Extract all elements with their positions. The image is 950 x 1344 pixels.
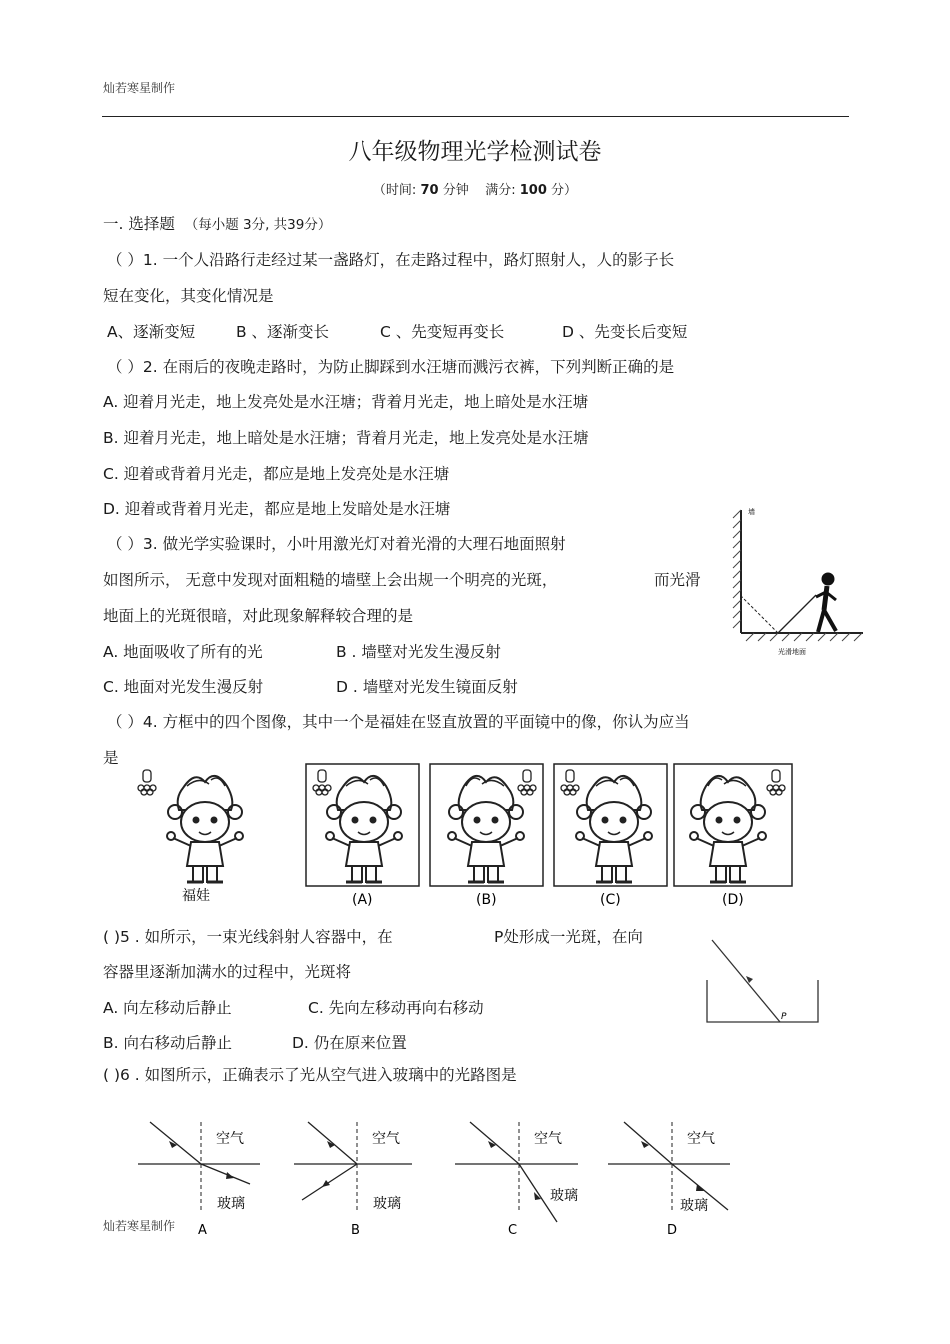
q3-option-a: A. 地面吸收了所有的光	[103, 643, 263, 661]
header-rule	[102, 116, 849, 117]
wall-hatch	[733, 510, 741, 628]
laser-beam	[778, 595, 816, 633]
svg-text:玻璃: 玻璃	[680, 1198, 708, 1214]
svg-text:B: B	[351, 1223, 360, 1237]
svg-text:(D): (D)	[722, 892, 744, 908]
q3-stem: （ ）3. 做光学实验课时，小叶用激光灯对着光滑的大理石地面照射	[107, 535, 566, 553]
light-ray	[712, 940, 780, 1022]
fuwa-choice-d	[674, 764, 792, 908]
q5-option-a: A. 向左移动后静止	[103, 999, 232, 1017]
svg-text:D: D	[667, 1223, 678, 1237]
svg-text:(A): (A)	[352, 892, 373, 908]
svg-text:空气: 空气	[687, 1131, 715, 1147]
q4-stem-cont: 是	[103, 749, 119, 767]
diagram-c	[455, 1122, 578, 1237]
q5-stem-b: P处形成一光斑，在向	[494, 928, 643, 946]
svg-text:玻璃: 玻璃	[550, 1188, 578, 1204]
q5-option-c: C. 先向左移动再向右移动	[308, 999, 484, 1017]
svg-text:玻璃: 玻璃	[373, 1196, 401, 1212]
q2-stem: （ ）2. 在雨后的夜晚走路时，为防止脚踩到水汪塘而溅污衣裤，下列判断正确的是	[107, 358, 675, 376]
q5-option-d: D. 仍在原来位置	[292, 1034, 407, 1052]
q3-stem-cont-2: 地面上的光斑很暗，对此现象解释较合理的是	[103, 607, 414, 625]
section-heading: 一. 选择题 （每小题 3分, 共39分）	[103, 215, 332, 233]
point-p-label: P	[781, 1012, 787, 1022]
q1-stem-cont: 短在变化，其变化情况是	[103, 287, 274, 305]
footer-text: 灿若寒星制作	[103, 1219, 176, 1233]
person-figure	[816, 573, 836, 632]
svg-text:福娃: 福娃	[182, 888, 210, 904]
svg-text:空气: 空气	[372, 1131, 400, 1147]
q6-stem: ( )6 . 如图所示，正确表示了光从空气进入玻璃中的光路图是	[103, 1066, 517, 1084]
svg-text:C: C	[508, 1223, 518, 1237]
svg-text:A: A	[198, 1223, 207, 1237]
floor-hatch	[746, 633, 862, 641]
exam-info: （时间: 70 分钟 满分: 100 分）	[372, 183, 578, 198]
header-text: 灿若寒星制作	[103, 81, 176, 95]
laser-wall-figure	[728, 500, 878, 660]
q3-stem-cont-a: 如图所示， 无意中发现对面粗糙的墙壁上会出规一个明亮的光斑，	[103, 571, 558, 589]
q1-option-c: C 、先变短再变长	[380, 323, 505, 341]
wall-label: 墙	[748, 508, 755, 516]
q5-stem-a: ( )5 . 如所示，一束光线斜射人容器中，在	[103, 928, 393, 946]
page-title: 八年级物理光学检测试卷	[348, 139, 602, 165]
q2-option-d: D. 迎着或背着月光走，都应是地上发暗处是水汪塘	[103, 500, 451, 518]
q2-option-b: B. 迎着月光走，地上暗处是水汪塘；背着月光走，地上发亮处是水汪塘	[103, 429, 589, 447]
q3-stem-cont-b: 而光滑	[654, 571, 701, 589]
svg-text:(B): (B)	[476, 892, 497, 908]
reflected-beam	[741, 596, 778, 633]
q1-option-a: A、逐渐变短	[107, 323, 196, 341]
q3-option-b: B . 墙壁对光发生漫反射	[336, 643, 501, 661]
svg-text:(C): (C)	[600, 892, 621, 908]
fuwa-choice-a	[306, 764, 419, 908]
container-figure	[700, 935, 826, 1027]
q4-stem: （ ）4. 方框中的四个图像，其中一个是福娃在竖直放置的平面镜中的像，你认为应当	[107, 713, 690, 731]
fuwa-choice-c	[554, 764, 667, 908]
svg-text:空气: 空气	[216, 1131, 244, 1147]
refraction-diagrams	[130, 1112, 740, 1237]
q3-option-d: D . 墙壁对光发生镜面反射	[336, 678, 518, 696]
svg-text:玻璃: 玻璃	[217, 1196, 245, 1212]
fuwa-choice-b	[430, 764, 543, 908]
q1-option-d: D 、先变长后变短	[562, 323, 688, 341]
svg-text:空气: 空气	[534, 1131, 562, 1147]
q1-stem: （ ）1. 一个人沿路行走经过某一盏路灯，在走路过程中，路灯照射人，人的影子长	[107, 251, 675, 269]
q2-option-c: C. 迎着或背着月光走，都应是地上发亮处是水汪塘	[103, 465, 450, 483]
q1-option-b: B 、逐渐变长	[236, 323, 330, 341]
fuwa-original	[138, 770, 243, 904]
q2-option-a: A. 迎着月光走，地上发亮处是水汪塘；背着月光走，地上暗处是水汪塘	[103, 393, 589, 411]
diagram-d	[608, 1122, 730, 1237]
diagram-b	[294, 1122, 412, 1237]
q5-stem-cont: 容器里逐渐加满水的过程中，光斑将	[103, 963, 352, 981]
fuwa-figure	[130, 758, 795, 910]
q3-option-c: C. 地面对光发生漫反射	[103, 678, 264, 696]
floor-label: 光滑地面	[778, 648, 806, 656]
q5-option-b: B. 向右移动后静止	[103, 1034, 232, 1052]
